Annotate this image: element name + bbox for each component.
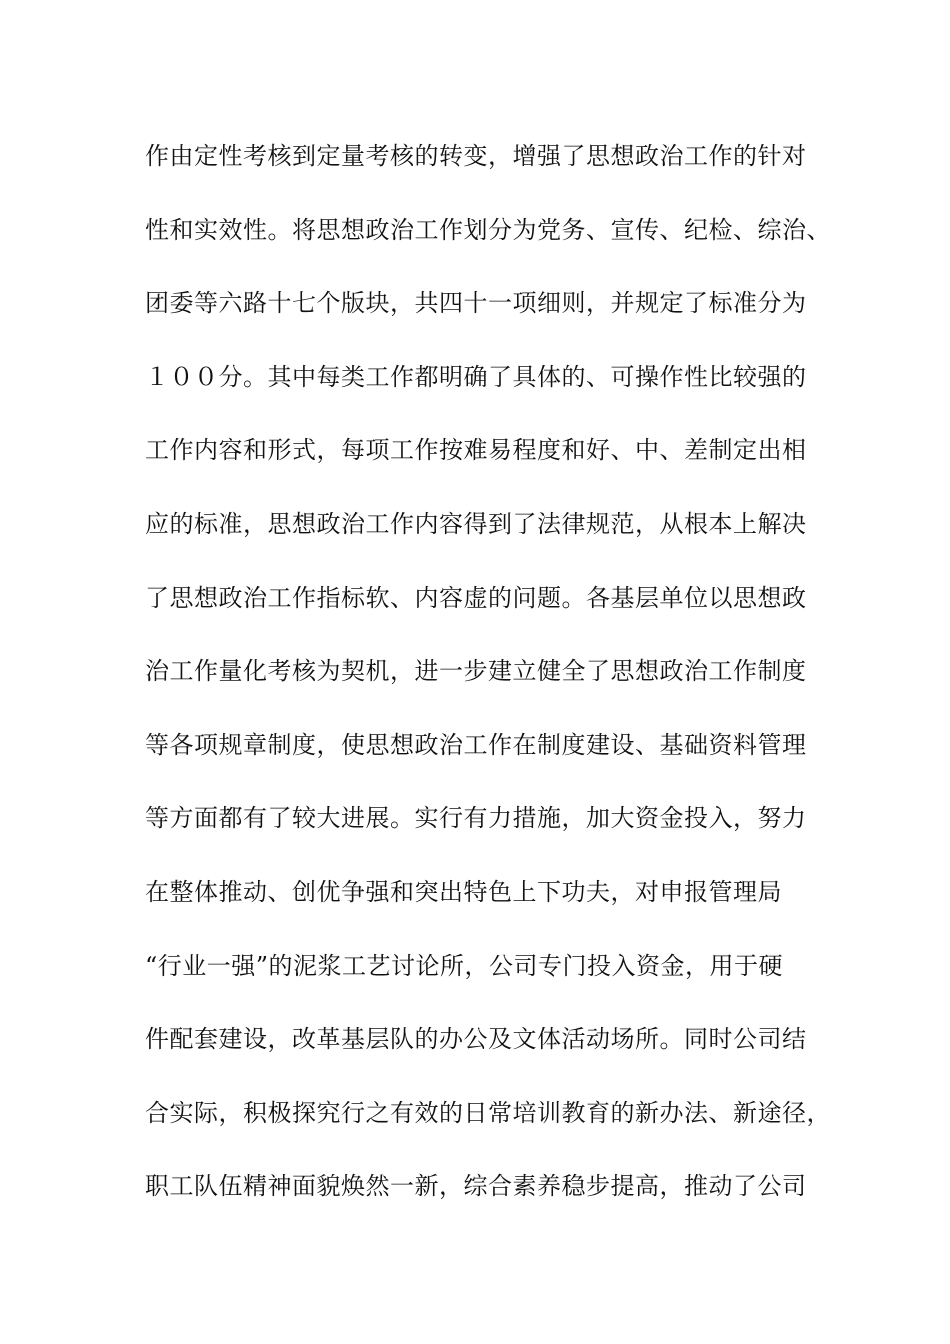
text-line: 职工队伍精神面貌焕然一新，综合素养稳步提高，推动了公司 <box>145 1172 807 1201</box>
text-line: 工作内容和形式，每项工作按难易程度和好、中、差制定出相 <box>145 436 807 465</box>
body-text <box>145 138 845 1242</box>
text-line: 性和实效性。将思想政治工作划分为党务、宣传、纪检、综治、 <box>145 215 831 244</box>
text-line: 合实际，积极探究行之有效的日常培训教育的新办法、新途径， <box>145 1098 831 1127</box>
text-line: 等各项规章制度，使思想政治工作在制度建设、基础资料管理 <box>145 730 807 759</box>
text-line: 团委等六路十七个版块，共四十一项细则，并规定了标准分为 <box>145 289 807 318</box>
text-line: 应的标准，思想政治工作内容得到了法律规范，从根本上解决 <box>145 509 807 538</box>
text-line: 作由定性考核到定量考核的转变，增强了思想政治工作的针对 <box>145 142 807 170</box>
text-line: “行业一强”的泥浆工艺讨论所，公司专门投入资金，用于硬 <box>145 951 784 980</box>
text-line: 在整体推动、创优争强和突出特色上下功夫，对申报管理局 <box>145 877 782 906</box>
text-line: 等方面都有了较大进展。实行有力措施，加大资金投入，努力 <box>145 804 807 833</box>
text-line: 了思想政治工作指标软、内容虚的问题。各基层单位以思想政 <box>145 583 807 612</box>
text-line: １００分。其中每类工作都明确了具体的、可操作性比较强的 <box>145 362 807 391</box>
text-line: 治工作量化考核为契机，进一步建立健全了思想政治工作制度 <box>145 657 807 686</box>
text-line: 件配套建设，改革基层队的办公及文体活动场所。同时公司结 <box>145 1025 807 1054</box>
